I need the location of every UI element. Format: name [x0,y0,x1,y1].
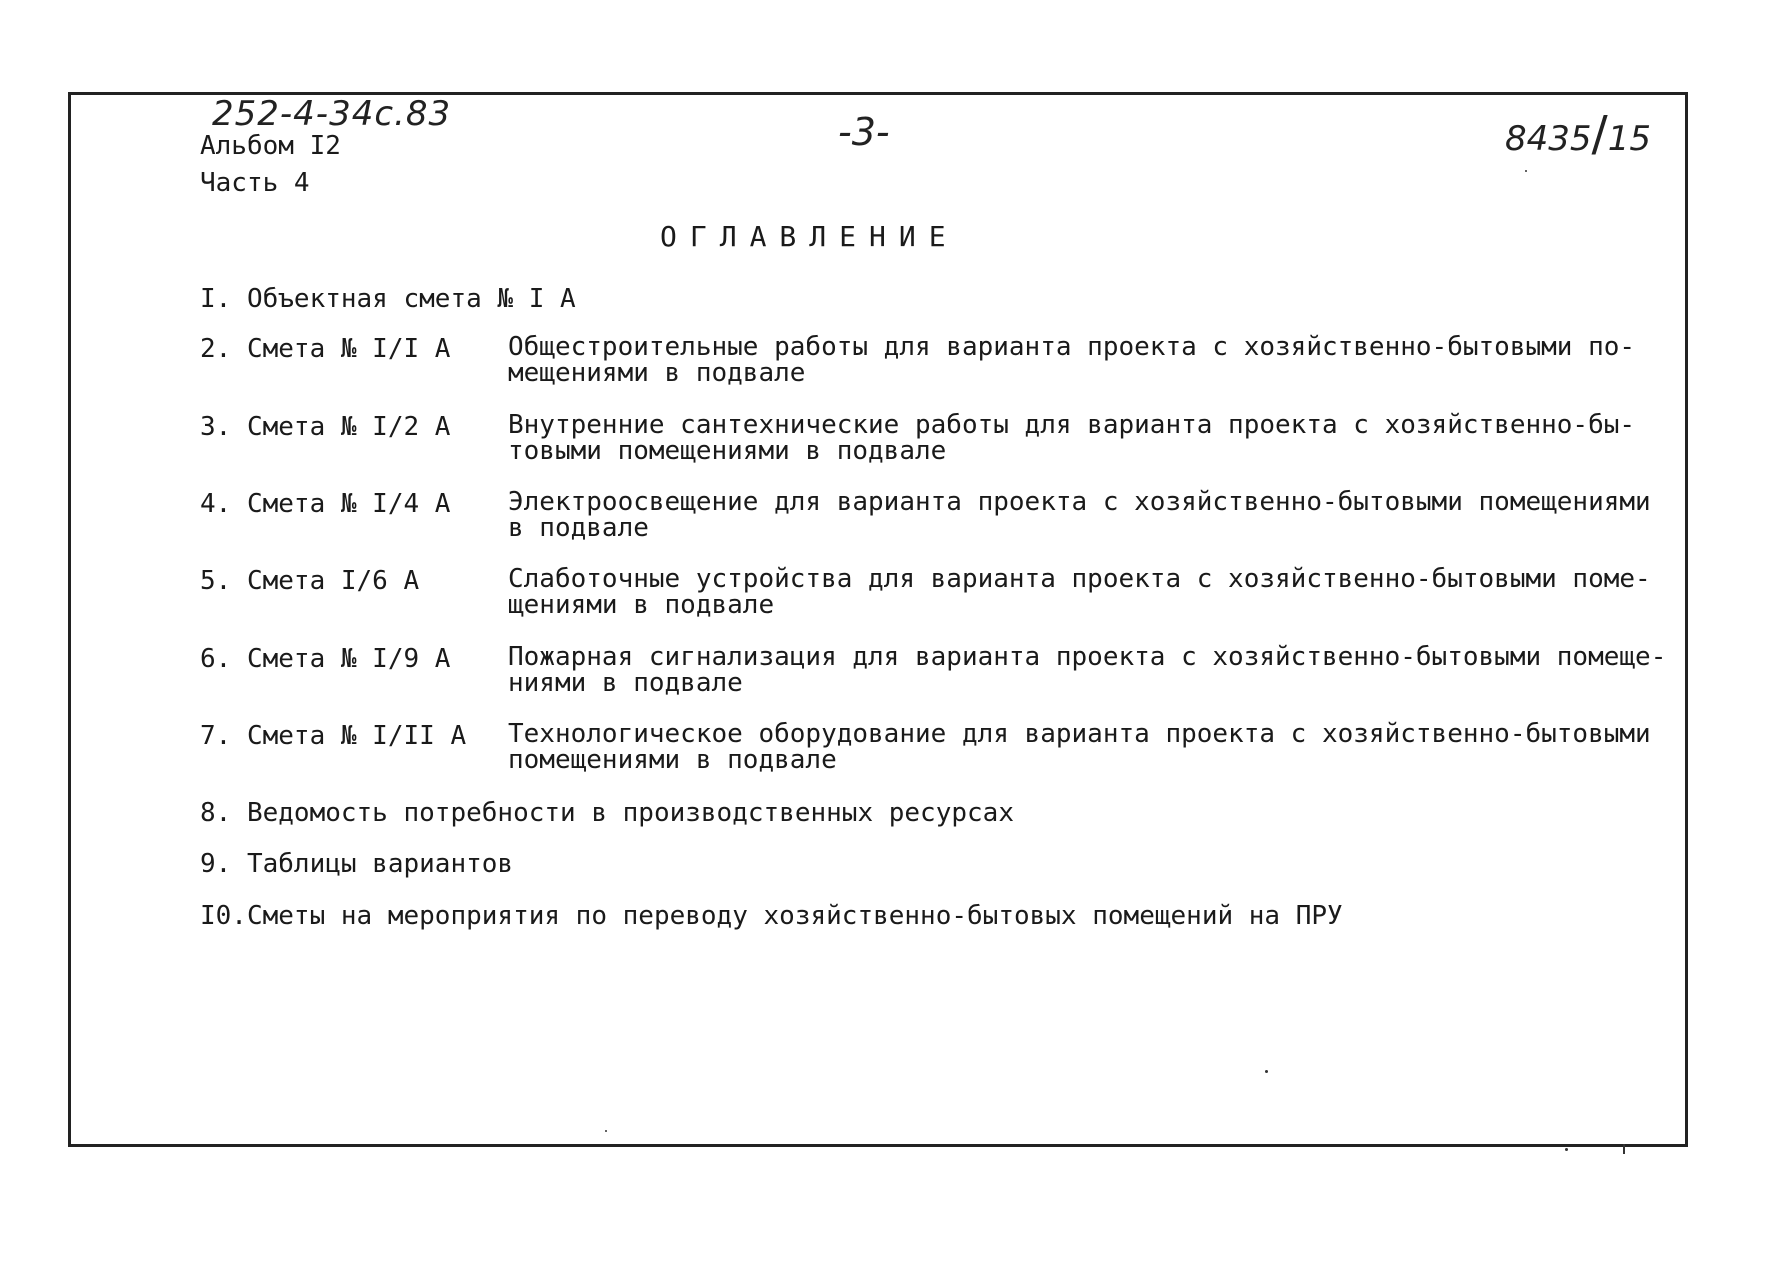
document-code: 252-4-34c.83 [212,94,452,134]
scan-speck [1623,1144,1625,1154]
inventory-number [1505,106,1651,162]
toc-entry-3-desc-line1: Внутренние сантехнические работы для варианта проекта с хозяйственно-бы- [508,410,1636,440]
toc-entry-6-label: 6. Смета № I/9 А [200,644,451,674]
inventory-number-value: 8435 [1505,119,1592,159]
toc-entry-4-label: 4. Смета № I/4 А [200,489,451,519]
toc-entry-5-label: 5. Смета I/6 А [200,566,420,596]
toc-entry-10: I0.Сметы на мероприятия по переводу хозяйственно-бытовых помещений на ПРУ [200,901,1343,931]
toc-entry-1: I. Объектная смета № I А [200,284,576,314]
toc-entry-2-desc-line1: Общестроительные работы для варианта проекта с хозяйственно-бытовыми по- [508,332,1636,362]
scan-speck [605,1130,607,1132]
toc-entry-7-desc-line1: Технологическое оборудование для варианта проекта с хозяйственно-бытовыми [508,719,1651,749]
inventory-slash: / [1591,106,1608,162]
toc-entry-4-desc-line1: Электроосвещение для варианта проекта с хозяйственно-бытовыми помещениями [508,487,1651,517]
part-label: Часть 4 [200,168,310,198]
toc-entry-8: 8. Ведомость потребности в производственных ресурсах [200,798,1014,828]
scan-speck [1265,1070,1268,1073]
toc-entry-7-desc-line2: помещениями в подвале [508,745,837,775]
album-label: Альбом I2 [200,131,341,161]
toc-entry-6-desc-line2: ниями в подвале [508,668,743,698]
scan-speck [1525,170,1527,172]
toc-entry-2-desc-line2: мещениями в подвале [508,358,806,388]
toc-entry-3-desc-line2: товыми помещениями в подвале [508,436,947,466]
toc-entry-5-desc-line2: щениями в подвале [508,590,775,620]
scan-speck [1565,1148,1568,1151]
page-number: -3- [838,110,890,154]
toc-entry-9: 9. Таблицы вариантов [200,849,514,879]
toc-entry-7-label: 7. Смета № I/II А [200,721,467,751]
inventory-sheet: 15 [1607,119,1651,159]
toc-entry-3-label: 3. Смета № I/2 А [200,412,451,442]
page-title: ОГЛАВЛЕНИЕ [660,220,959,253]
toc-entry-4-desc-line2: в подвале [508,513,649,543]
toc-entry-5-desc-line1: Слаботочные устройства для варианта проекта с хозяйственно-бытовыми поме- [508,564,1651,594]
toc-entry-6-desc-line1: Пожарная сигнализация для варианта проекта с хозяйственно-бытовыми помеще- [508,642,1667,672]
toc-entry-2-label: 2. Смета № I/I А [200,334,451,364]
